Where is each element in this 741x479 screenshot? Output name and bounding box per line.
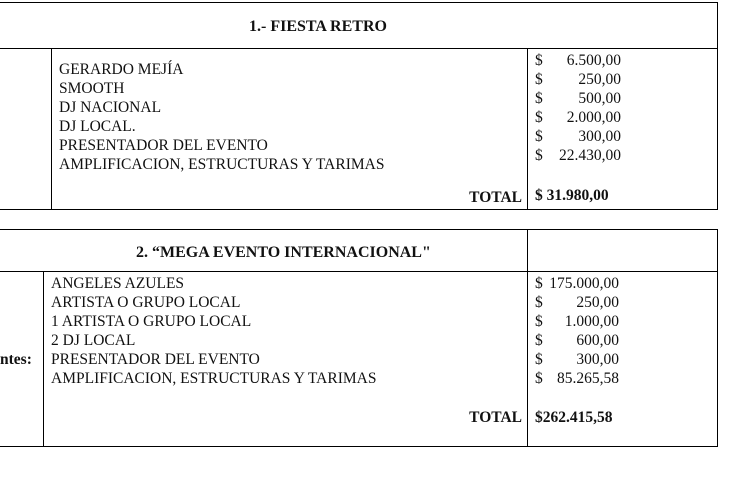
table1-price (535, 127, 621, 146)
table1-bottom-border (0, 209, 718, 210)
currency-symbol: $ (535, 294, 543, 311)
table1-price (535, 146, 621, 165)
table2-total-value: $262.415,58 (535, 409, 613, 426)
currency-symbol: $ (535, 332, 543, 349)
table2-price (535, 293, 619, 312)
price-amount: 250,00 (576, 294, 619, 311)
price-amount: 22.430,00 (559, 147, 621, 164)
table2-left-divider (43, 271, 44, 447)
table1-item: GERARDO MEJÍA (59, 61, 184, 78)
currency-symbol: $ (535, 275, 543, 292)
table1-price (535, 70, 621, 89)
price-amount: 250,00 (578, 71, 621, 88)
table1-item: PRESENTADOR DEL EVENTO (59, 137, 268, 154)
table2-price (535, 312, 619, 331)
table1-item: DJ NACIONAL (59, 99, 162, 116)
currency-symbol: $ (535, 147, 543, 164)
table1-title: 1.- FIESTA RETRO (249, 18, 387, 35)
table1-item: SMOOTH (59, 80, 125, 97)
table1-price (535, 89, 621, 108)
table2-title: 2. “MEGA EVENTO INTERNACIONAL" (136, 244, 431, 261)
price-amount: 6.500,00 (566, 52, 621, 69)
table2-top-border (0, 229, 718, 230)
table2-right-border (717, 229, 718, 447)
table1-left-divider (51, 48, 52, 210)
currency-symbol: $ (535, 128, 543, 145)
table2-header-divider (0, 271, 718, 272)
price-amount: 300,00 (576, 351, 619, 368)
table1-item: AMPLIFICACION, ESTRUCTURAS Y TARIMAS (59, 156, 385, 173)
table1-top-border (0, 2, 718, 3)
table2-bottom-border (0, 446, 718, 447)
price-amount: 600,00 (576, 332, 619, 349)
table1-price (535, 51, 621, 70)
price-amount: 2.000,00 (566, 109, 621, 126)
table2-item: 1 ARTISTA O GRUPO LOCAL (51, 313, 252, 330)
table2-price (535, 274, 619, 293)
table2-item: ARTISTA O GRUPO LOCAL (51, 294, 241, 311)
price-amount: 85.265,58 (557, 370, 619, 387)
currency-symbol: $ (535, 370, 543, 387)
table1-total-value: $ 31.980,00 (535, 187, 609, 204)
table1-price (535, 108, 621, 127)
table2-price (535, 331, 619, 350)
table1-right-border (717, 2, 718, 210)
price-amount: 300,00 (578, 128, 621, 145)
table1-price-divider (527, 48, 528, 210)
table2-item: AMPLIFICACION, ESTRUCTURAS Y TARIMAS (51, 370, 377, 387)
currency-symbol: $ (535, 313, 543, 330)
table1-total-label: TOTAL (469, 189, 522, 206)
table2-price (535, 350, 619, 369)
table1-header-divider (0, 48, 718, 49)
currency-symbol: $ (535, 71, 543, 88)
table2-item: ANGELES AZULES (51, 275, 185, 292)
table2-total-label: TOTAL (469, 409, 522, 426)
currency-symbol: $ (535, 52, 543, 69)
table2-item: 2 DJ LOCAL (51, 332, 136, 349)
table1-item: DJ LOCAL. (59, 118, 136, 135)
currency-symbol: $ (535, 351, 543, 368)
table2-price-divider (527, 229, 528, 447)
currency-symbol: $ (535, 90, 543, 107)
price-amount: 1.000,00 (564, 313, 619, 330)
price-amount: 500,00 (578, 90, 621, 107)
currency-symbol: $ (535, 109, 543, 126)
table2-price (535, 369, 619, 388)
table2-left-label: ntes: (0, 351, 32, 368)
table2-item: PRESENTADOR DEL EVENTO (51, 351, 260, 368)
price-amount: 175.000,00 (549, 275, 619, 292)
